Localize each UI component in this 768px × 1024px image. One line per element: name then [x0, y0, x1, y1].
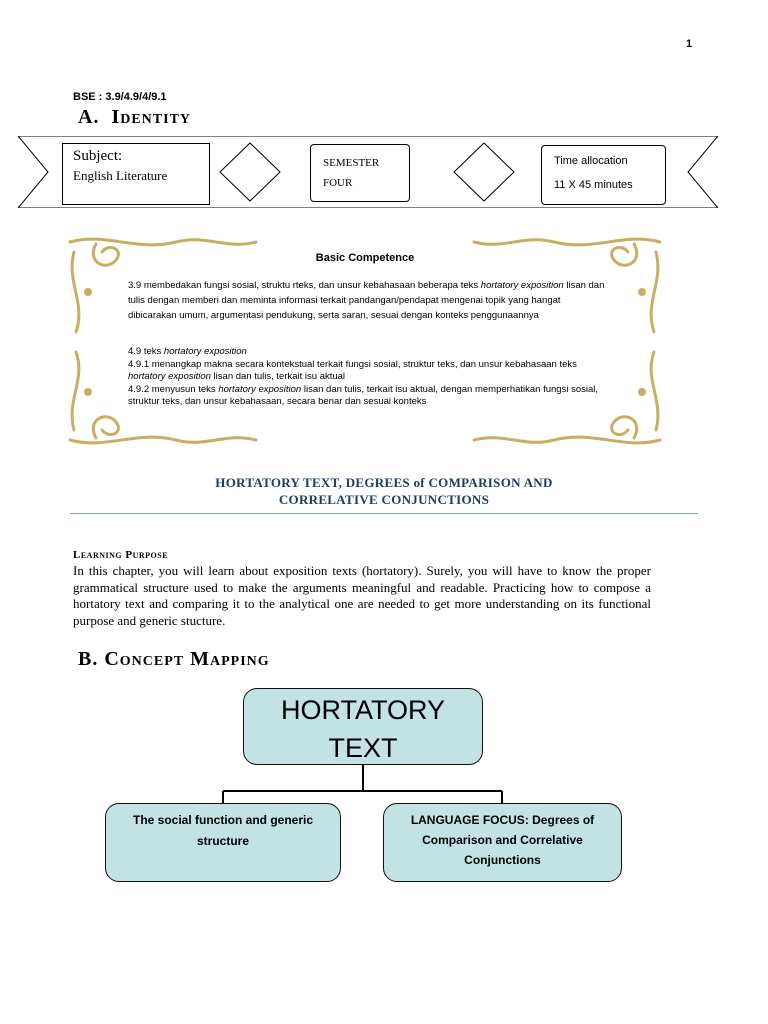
competence-4-9-1: 4.9.1 menangkap makna secara kontekstual terkait fungsi sosial, struktur teks, dan unsur kebahasaan teks hortatory exposition lisan dan tulis, terkait isu aktual [128, 358, 577, 382]
ornament-top-right [474, 239, 660, 245]
bse-code: BSE : 3.9/4.9/4/9.1 [73, 91, 167, 103]
time-label: Time allocation [554, 155, 628, 167]
ornamental-frame [66, 232, 664, 450]
ornament-top-left [70, 239, 256, 245]
concept-node-language-focus: LANGUAGE FOCUS: Degrees of Comparison and Correlative Conjunctions [383, 803, 622, 882]
section-b-title: Concept Mapping [104, 648, 270, 670]
section-b-heading [78, 648, 270, 671]
concept-node-social-function: The social function and generic structure [105, 803, 341, 882]
chapter-title: HORTATORY TEXT, DEGREES of COMPARISON AND CORRELATIVE CONJUNCTIONS [215, 475, 553, 507]
section-a-title: Identity [111, 106, 192, 128]
subject-value: English Literature [73, 168, 168, 183]
semester-label: SEMESTER [323, 157, 380, 169]
subject-label: Subject: [73, 148, 123, 164]
competence-4-9: 4.9 teks hortatory exposition [128, 346, 247, 357]
learning-purpose-text: In this chapter, you will learn about exposition texts (hortatory). Surely, you will have to know the proper grammatical structure used to make the arguments meaningful and readable. Practicing how to compose a hortatory text and comparing it to the analytical one are needed to get more understanding on its functional purpose and generic stucture. [73, 563, 651, 628]
time-allocation-box [541, 145, 666, 205]
section-a-letter: A. [78, 106, 100, 128]
page-number: 1 [686, 38, 693, 50]
divider-rule [70, 513, 698, 514]
section-b-letter: B. [78, 648, 99, 670]
semester-value: FOUR [323, 177, 353, 189]
basic-competence-title: Basic Competence [315, 252, 415, 264]
concept-root-node: HORTATORY TEXT [243, 688, 483, 765]
semester-box [310, 144, 410, 202]
section-a-heading [78, 106, 191, 129]
competence-paragraph-4-9 [128, 346, 608, 409]
ornament-bottom-right [474, 437, 660, 443]
learning-purpose-heading: Learning Purpose [73, 549, 169, 561]
competence-paragraph-3-9: 3.9 membedakan fungsi sosial, struktu rteks, dan unsur kebahasaan beberapa teks hortatory exposition lisan dan tulis dengan memberi dan meminta informasi terkait pandangan/pendapat mengenai topik yang hangat dibicarakan umum, argumentasi pendukung, serta saran, sesuai dengan konteks penggunaannya [128, 280, 605, 321]
competence-4-9-2: 4.9.2 menyusun teks hortatory exposition lisan dan tulis, terkait isu aktual, dengan memperhatikan fungsi sosial, struktur teks, dan unsur kebahasaan, secara benar dan sesuai konteks [128, 383, 599, 407]
ornament-bottom-left [70, 437, 256, 443]
time-value: 11 X 45 minutes [554, 179, 633, 191]
subject-box [62, 143, 210, 205]
